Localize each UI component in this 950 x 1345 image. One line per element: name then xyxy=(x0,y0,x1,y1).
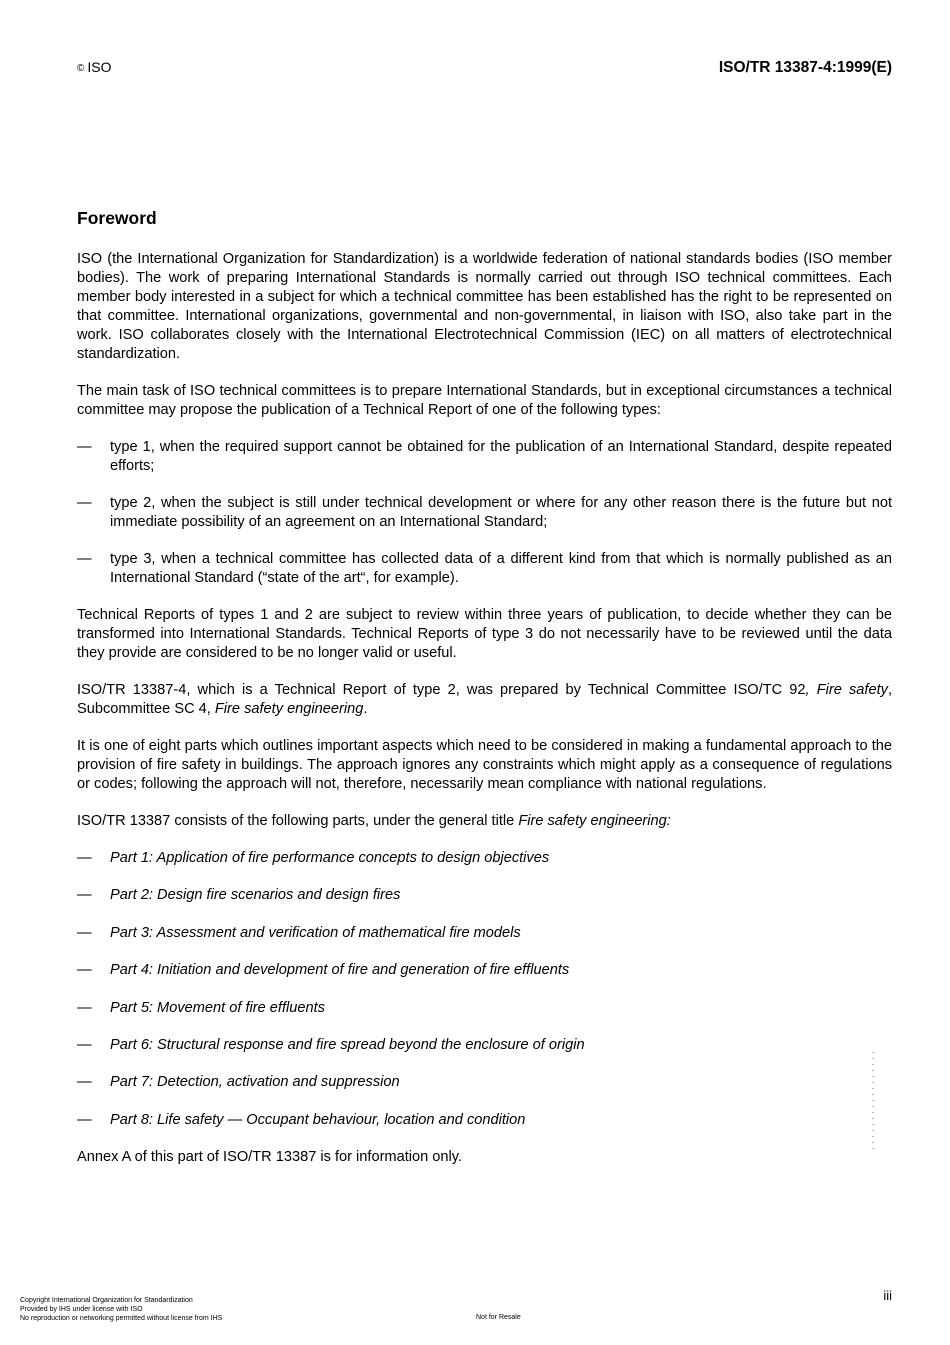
part-title: Part 5: Movement of fire effluents xyxy=(110,999,325,1016)
annex-note: Annex A of this part of ISO/TR 13387 is for information only. xyxy=(77,1149,463,1166)
general-title: Fire safety engineering: xyxy=(518,813,671,829)
eight-parts-paragraph: It is one of eight parts which outlines important aspects which need to be considered in making a fundamental approach to the provision of fire safety in buildings. The approach ignores any constraints which might apply as a consequence of regulations or codes; following the approach will not, therefore, necessarily mean compliance with national regulations. xyxy=(77,738,892,792)
consists-text: ISO/TR 13387 consists of the following parts, under the general title xyxy=(77,813,519,829)
list-item xyxy=(77,849,892,868)
type-1-text: type 1, when the required support cannot be obtained for the publication of an International Standard, despite repeated efforts; xyxy=(110,439,892,474)
main-task-paragraph: The main task of ISO technical committees is to prepare International Standards, but in exceptional circumstances a technical committee may propose the publication of a Technical Report of one of the following types: xyxy=(77,383,892,418)
header-org: ISO xyxy=(87,59,112,75)
dash-bullet: — xyxy=(77,924,92,941)
type-2-text: type 2, when the subject is still under technical development or where for any other reason there is the future but not immediate possibility of an agreement on an International Standard; xyxy=(110,495,892,530)
footer-line-3: No reproduction or networking permitted without license from IHS xyxy=(20,1315,223,1322)
dash-bullet: — xyxy=(77,439,92,455)
dash-bullet: — xyxy=(77,999,92,1016)
list-item xyxy=(77,1036,892,1055)
part-title: Part 3: Assessment and verification of mathematical fire models xyxy=(110,924,521,941)
document-id: ISO/TR 13387-4:1999(E) xyxy=(718,59,892,76)
list-item xyxy=(77,550,892,588)
committee-name: , Fire safety xyxy=(805,682,888,698)
list-item xyxy=(77,886,892,905)
part-title: Part 2: Design fire scenarios and design fires xyxy=(110,887,401,904)
dash-bullet: — xyxy=(77,495,92,511)
list-item xyxy=(77,999,892,1018)
list-item xyxy=(77,1073,892,1092)
footer-line-1: Copyright International Organization for Standardization xyxy=(20,1297,193,1304)
footer-line-2: Provided by IHS under license with ISO xyxy=(20,1306,143,1313)
list-item xyxy=(77,1111,892,1130)
dash-bullet: — xyxy=(77,887,92,904)
part-title: Part 4: Initiation and development of fire and generation of fire effluents xyxy=(110,962,570,979)
consists-paragraph xyxy=(77,812,892,831)
margin-mark xyxy=(872,1052,874,1150)
prepared-text-2: , Subcommittee SC 4, xyxy=(77,682,893,717)
list-item xyxy=(77,494,892,532)
list-item xyxy=(77,924,892,943)
dash-bullet: — xyxy=(77,962,92,979)
page-title: Foreword xyxy=(77,208,157,228)
page-body xyxy=(77,207,892,1185)
copyright-symbol: © xyxy=(77,63,85,74)
dash-bullet: — xyxy=(77,551,92,567)
footer-copyright xyxy=(20,1296,222,1323)
not-for-resale: Not for Resale xyxy=(476,1314,521,1321)
part-title: Part 6: Structural response and fire spread beyond the enclosure of origin xyxy=(110,1036,585,1053)
part-title: Part 8: Life safety — Occupant behaviour, location and condition xyxy=(110,1111,526,1128)
prepared-text: ISO/TR 13387-4, which is a Technical Report of type 2, was prepared by Technical Committee ISO/TC 92 xyxy=(77,682,806,698)
intro-paragraph: ISO (the International Organization for Standardization) is a worldwide federation of national standards bodies (ISO member bodies). The work of preparing International Standards is normally carried out through ISO technical committees. Each member body interested in a subject for which a technical committee has been established has the right to be represented on that committee. International organizations, governmental and non-governmental, in liaison with ISO, also take part in the work. ISO collaborates closely with the International Electrotechnical Commission (IEC) on all matters of electrotechnical standardization. xyxy=(77,251,892,362)
dash-bullet: — xyxy=(77,850,92,866)
part-title: Part 1: Application of fire performance concepts to design objectives xyxy=(110,850,550,866)
dash-bullet: — xyxy=(77,1111,92,1128)
list-item xyxy=(77,438,892,476)
header-copyright xyxy=(77,59,112,75)
prepared-end: . xyxy=(363,701,368,717)
review-paragraph: Technical Reports of types 1 and 2 are subject to review within three years of publication, to decide whether they can be transformed into International Standards. Technical Reports of type 3 do not necessarily have to be reviewed until the data they provide are considered to be no longer valid or useful. xyxy=(77,607,892,661)
part-title: Part 7: Detection, activation and suppression xyxy=(110,1074,400,1091)
prepared-paragraph xyxy=(77,681,892,719)
type-3-text: type 3, when a technical committee has collected data of a different kind from that which is normally published as an International Standard (“state of the art“, for example). xyxy=(110,551,892,586)
dash-bullet: — xyxy=(77,1074,92,1091)
parts-list xyxy=(77,849,892,1130)
dash-bullet: — xyxy=(77,1036,92,1053)
page-number: iii xyxy=(883,1288,892,1303)
subcommittee-name: Fire safety engineering xyxy=(214,701,364,717)
list-item xyxy=(77,961,892,980)
